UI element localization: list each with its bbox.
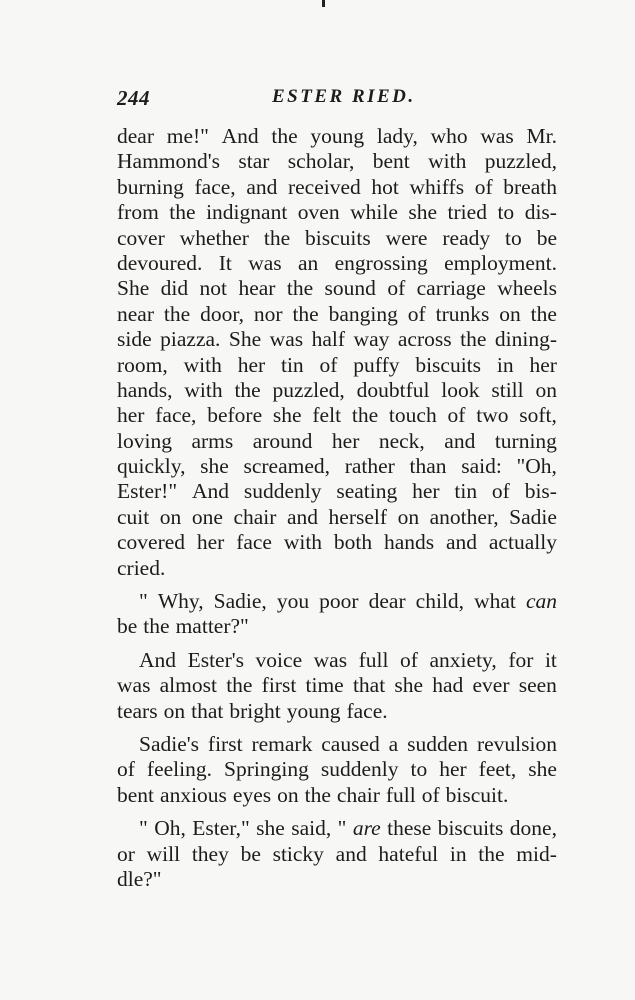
paragraph-gap [117,724,557,732]
word: " [337,816,347,841]
word: across [397,327,452,352]
word: both [333,530,373,555]
word: and [286,504,318,529]
word: time [305,673,344,698]
word: before [207,403,263,428]
word: " [139,589,148,614]
word: half [311,327,346,352]
text-line [117,226,557,251]
word: and [446,530,478,555]
word: another, [429,504,499,529]
body-text [117,124,557,892]
text-line [117,124,557,149]
text-line [117,454,557,479]
word: She [228,327,262,352]
text-line [117,175,557,200]
word: Springing [224,757,309,782]
word: anxious [160,782,227,807]
word: that [191,698,224,723]
word: did [160,276,189,301]
word: she [528,757,557,782]
paragraph-gap [117,581,557,589]
word: and [246,174,278,199]
word: dining- [494,327,557,352]
word: feet, [478,757,517,782]
word: trunks [435,301,490,326]
word: was [480,124,514,148]
text-line [117,479,557,504]
word: on [535,377,557,402]
word: ever [472,673,510,698]
word: dear [368,589,406,614]
word: Mr. [526,124,557,148]
word: mid- [516,841,557,866]
word: and [444,428,476,453]
word: first [207,731,243,756]
word: biscuits [305,225,371,250]
page-edge-mark [322,0,325,7]
text-line [117,842,557,867]
word: she [408,200,438,225]
word: was [269,327,304,352]
word: the [263,225,291,250]
word: still [491,377,524,402]
word: said: [461,454,502,479]
word: Sadie's [139,731,200,756]
word: devoured. [117,250,203,275]
text-line [117,816,557,841]
word: be [117,614,138,639]
word: was [313,647,348,672]
word: on [397,504,420,529]
word: biscuit. [445,782,509,807]
word: Why, [157,589,204,614]
word: the [304,782,331,807]
word: to [505,225,522,250]
running-head [117,86,557,114]
word: her [331,428,360,453]
text-line [117,589,557,614]
word: doubtful [356,377,430,402]
word: "Oh, [516,454,557,479]
word: not [199,276,228,301]
word: dis- [524,200,557,225]
word: of [491,479,510,504]
word: rather [344,454,395,479]
word: than [409,454,447,479]
text-line [117,783,557,808]
word: are [352,816,381,841]
word: done, [509,816,557,841]
word: anxiety, [429,647,497,672]
word: had [432,673,464,698]
paragraph-gap [117,640,557,648]
word: a [388,731,399,756]
word: the [460,327,487,352]
word: of [400,647,418,672]
word: with [283,530,323,555]
word: suddenly [320,757,399,782]
word: the [226,673,253,698]
word: Hammond's [117,149,221,174]
word: will [146,841,181,866]
word: on [277,782,299,807]
word: touch [388,403,437,428]
word: feeling. [146,757,212,782]
word: arms [191,428,234,453]
word: voice [255,647,303,672]
word: Ester," [192,816,250,841]
page-number: 244 [117,86,150,110]
word: loving [117,428,172,453]
word: wheels [497,276,557,301]
word: burning [117,174,184,199]
word: chair [233,504,277,529]
word: Ester!" [117,479,178,504]
word: two [476,403,509,428]
word: can [525,589,557,614]
word: what [474,589,516,614]
word: face [236,530,272,555]
word: indignant [206,200,288,225]
word: around [252,428,313,453]
text-line [117,648,557,673]
word: from [117,200,159,225]
word: oven [297,200,340,225]
word: lady, [376,124,418,148]
word: " [139,816,148,841]
word: young [310,124,365,148]
word: with [184,377,223,402]
text-line [117,530,557,555]
word: bis- [524,479,557,504]
word: carriage [416,276,486,301]
word: bent [372,149,410,174]
word: she [394,673,424,698]
word: be [536,225,557,250]
word: door, [200,301,244,326]
word: received [287,174,361,199]
word: cover [117,225,165,250]
word: It [218,250,232,275]
word: on [163,698,186,723]
word: the [169,200,196,225]
word: she [200,454,229,479]
word: child, [415,589,465,614]
word: biscuits [437,816,504,841]
word: face, [194,174,236,199]
word: cuit [117,504,150,529]
word: whether [179,225,249,250]
word: She [117,276,150,301]
word: Oh, [154,816,186,841]
word: Sadie [509,504,557,529]
word: puffy [353,352,400,377]
word: scholar, [287,149,355,174]
word: look [441,377,480,402]
text-line [117,867,557,892]
word: near [117,301,154,326]
word: banging [328,301,398,326]
word: hands [383,530,435,555]
word: were [385,225,428,250]
word: was [117,673,151,698]
word: in [496,352,514,377]
word: way [353,327,390,352]
word: sound [324,276,376,301]
word: puzzled, [484,149,557,174]
word: tin [454,479,478,504]
word: to [410,757,428,782]
word: seating [336,479,398,504]
paragraph-p3 [117,648,557,724]
word: or [117,841,135,866]
word: said, [291,816,332,841]
word: sudden [407,731,469,756]
word: puzzled, [272,377,345,402]
text-line [117,505,557,530]
word: these [387,816,432,841]
word: dear [117,124,154,148]
word: dle?" [117,866,162,891]
word: almost [159,673,217,698]
word: that [352,673,386,698]
word: eyes [232,782,272,807]
word: tried [447,200,487,225]
word: tears [117,698,158,723]
word: actually [488,530,557,555]
word: star [238,149,270,174]
text-line [117,149,557,174]
text-line [117,673,557,698]
text-line [117,403,557,428]
word: full [358,647,389,672]
word: hot [371,174,399,199]
word: on [499,301,521,326]
word: Ester's [187,647,244,672]
word: revulsion [476,731,557,756]
word: the [478,841,505,866]
word: turning [494,428,557,453]
word: cried. [117,555,166,580]
word: they [191,841,229,866]
word: me!" [166,124,209,148]
running-title: ESTER RIED. [272,86,416,107]
word: the [234,377,261,402]
word: of [117,757,135,782]
text-line [117,353,557,378]
word: soft, [519,403,557,428]
text-line [117,302,557,327]
paragraph-p4 [117,732,557,808]
word: caused [321,731,380,756]
word: first [261,673,297,698]
word: the [292,301,319,326]
word: her [439,757,467,782]
word: the [286,276,314,301]
word: nor [253,301,283,326]
word: of [319,352,338,377]
text-line [117,378,557,403]
word: engrossing [334,250,428,275]
word: breath [503,174,557,199]
word: tin [280,352,304,377]
text-line [117,757,557,782]
word: who [430,124,468,148]
word: neck, [378,428,425,453]
word: piazza. [160,327,221,352]
word: to [497,200,515,225]
text-line [117,614,557,639]
word: an [297,250,319,275]
word: seen [518,673,557,698]
word: whiffs [409,174,465,199]
word: with [183,352,222,377]
word: ready [442,225,491,250]
word: the [351,403,379,428]
word: hands, [117,377,173,402]
word: And [139,647,177,672]
word: screamed, [243,454,331,479]
word: Sadie, [213,589,267,614]
word: she [256,816,285,841]
word: bright [229,698,281,723]
word: hear [238,276,276,301]
text-line [117,200,557,225]
text-line [117,732,557,757]
word: remark [251,731,313,756]
word: the [530,301,557,326]
word: suddenly [243,479,322,504]
word: herself [328,504,388,529]
word: be [240,841,261,866]
word: of [447,403,466,428]
word: And [191,479,229,504]
word: felt [312,403,342,428]
word: on [159,504,182,529]
paragraph-gap [117,808,557,816]
word: her [529,352,557,377]
word: for [508,647,534,672]
word: of [474,174,493,199]
word: of [407,301,426,326]
word: the [271,124,298,148]
word: employment. [444,250,557,275]
word: she [272,403,302,428]
word: face. [346,698,388,723]
word: of [421,782,440,807]
paragraph-p2 [117,589,557,640]
word: And [221,124,259,148]
word: bent [117,782,155,807]
word: side [117,327,152,352]
paragraph-p1 [117,124,557,581]
word: biscuits [415,352,482,377]
word: was [248,250,282,275]
text-line [117,276,557,301]
word: sticky [272,841,324,866]
word: chair [336,782,380,807]
text-line [117,699,557,724]
word: her [117,403,145,428]
word: full [385,782,416,807]
word: it [544,647,557,672]
text-line [117,251,557,276]
word: in [449,841,467,866]
word: hateful [378,841,439,866]
word: one [191,504,223,529]
word: the [143,614,170,639]
word: you [276,589,310,614]
word: covered [117,530,186,555]
text-line [117,556,557,581]
word: face, [155,403,197,428]
word: with [428,149,467,174]
word: room, [117,352,168,377]
text-line [117,327,557,352]
word: of [387,276,406,301]
word: her [196,530,225,555]
word: while [350,200,398,225]
word: quickly, [117,454,186,479]
word: the [163,301,191,326]
word: her [412,479,440,504]
paragraph-p5 [117,816,557,892]
word: matter?" [175,614,249,639]
word: her [237,352,266,377]
word: young [286,698,341,723]
word: poor [319,589,359,614]
word: and [335,841,367,866]
text-line [117,429,557,454]
